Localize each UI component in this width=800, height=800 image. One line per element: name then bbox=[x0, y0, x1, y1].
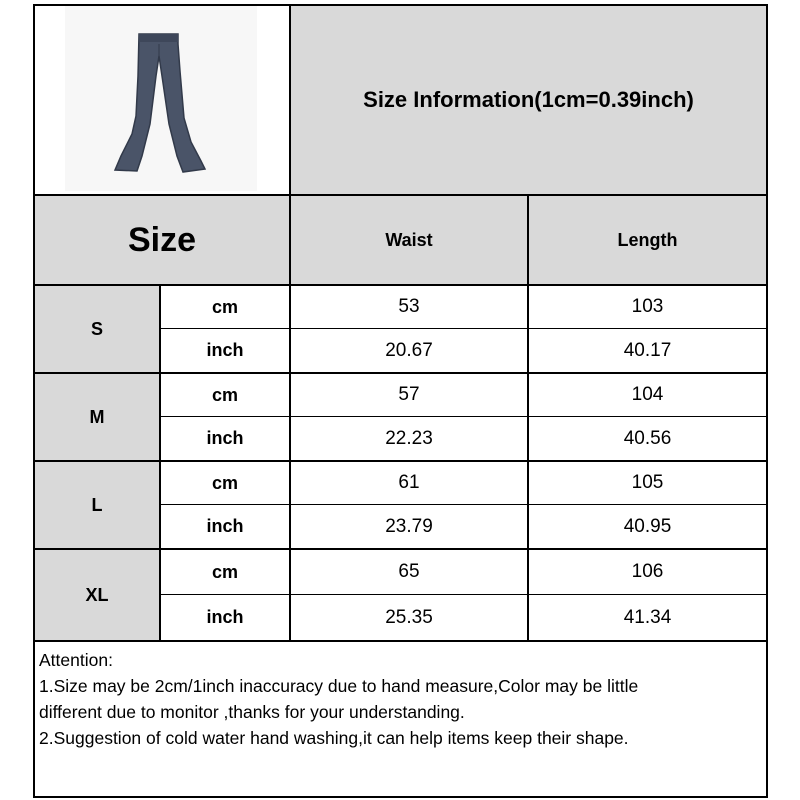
length-value: 105 bbox=[631, 472, 664, 493]
attention-notes bbox=[35, 640, 766, 796]
waist-header-cell bbox=[289, 194, 527, 284]
unit-cell bbox=[159, 460, 289, 504]
length-cell bbox=[527, 460, 766, 504]
waist-value: 53 bbox=[398, 296, 420, 317]
waist-value: 57 bbox=[398, 384, 420, 405]
unit-label: inch bbox=[206, 428, 244, 448]
length-header: Length bbox=[617, 229, 678, 250]
waist-value: 25.35 bbox=[385, 606, 433, 628]
length-cell bbox=[527, 504, 766, 548]
waist-value: 20.67 bbox=[385, 339, 433, 361]
size-cell-m bbox=[35, 372, 159, 460]
unit-cell bbox=[159, 416, 289, 460]
notes-line: different due to monitor ,thanks for your understanding. bbox=[39, 702, 465, 722]
unit-label: cm bbox=[211, 384, 238, 405]
waist-cell bbox=[289, 460, 527, 504]
size-header: Size bbox=[127, 220, 197, 259]
length-cell bbox=[527, 284, 766, 328]
unit-label: inch bbox=[206, 340, 244, 360]
length-value: 40.17 bbox=[623, 339, 672, 361]
waist-cell bbox=[289, 548, 527, 594]
title-cell bbox=[289, 6, 766, 194]
notes-line: 1.Size may be 2cm/1inch inaccuracy due to hand measure,Color may be little bbox=[39, 676, 639, 696]
notes-line: 2.Suggestion of cold water hand washing,it can help items keep their shape. bbox=[39, 728, 629, 748]
unit-cell bbox=[159, 504, 289, 548]
size-label: L bbox=[91, 494, 103, 515]
size-header-cell bbox=[35, 194, 289, 284]
unit-cell bbox=[159, 594, 289, 640]
length-cell bbox=[527, 328, 766, 372]
waist-value: 22.23 bbox=[385, 427, 433, 449]
waist-cell bbox=[289, 284, 527, 328]
unit-cell bbox=[159, 284, 289, 328]
length-value: 40.95 bbox=[623, 515, 672, 537]
size-cell-xl bbox=[35, 548, 159, 640]
waist-cell bbox=[289, 328, 527, 372]
length-cell bbox=[527, 372, 766, 416]
size-chart bbox=[33, 4, 768, 798]
pants-waistband bbox=[139, 34, 178, 42]
waist-cell bbox=[289, 504, 527, 548]
unit-label: cm bbox=[211, 561, 238, 582]
unit-label: inch bbox=[206, 516, 244, 536]
unit-label: cm bbox=[211, 296, 238, 317]
length-header-cell bbox=[527, 194, 766, 284]
length-cell bbox=[527, 548, 766, 594]
size-label: M bbox=[89, 406, 105, 427]
pants-shape bbox=[115, 34, 205, 172]
unit-cell bbox=[159, 548, 289, 594]
waist-value: 23.79 bbox=[385, 515, 433, 537]
length-cell bbox=[527, 594, 766, 640]
unit-cell bbox=[159, 372, 289, 416]
page-title: Size Information(1cm=0.39inch) bbox=[363, 87, 694, 112]
length-value: 104 bbox=[631, 384, 664, 405]
size-label: XL bbox=[85, 584, 109, 605]
length-cell bbox=[527, 416, 766, 460]
product-photo-cell bbox=[35, 6, 289, 194]
unit-cell bbox=[159, 328, 289, 372]
length-value: 41.34 bbox=[623, 606, 672, 628]
waist-cell bbox=[289, 416, 527, 460]
size-cell-s bbox=[35, 284, 159, 372]
pants-icon bbox=[35, 6, 289, 194]
size-cell-l bbox=[35, 460, 159, 548]
waist-header: Waist bbox=[385, 229, 433, 250]
length-value: 106 bbox=[631, 561, 664, 582]
size-label: S bbox=[90, 318, 103, 339]
unit-label: cm bbox=[211, 472, 238, 493]
notes-heading: Attention: bbox=[39, 650, 113, 670]
waist-value: 61 bbox=[398, 472, 420, 493]
length-value: 40.56 bbox=[623, 427, 672, 449]
length-value: 103 bbox=[631, 296, 664, 317]
waist-cell bbox=[289, 372, 527, 416]
waist-value: 65 bbox=[398, 561, 420, 582]
waist-cell bbox=[289, 594, 527, 640]
unit-label: inch bbox=[206, 607, 244, 627]
